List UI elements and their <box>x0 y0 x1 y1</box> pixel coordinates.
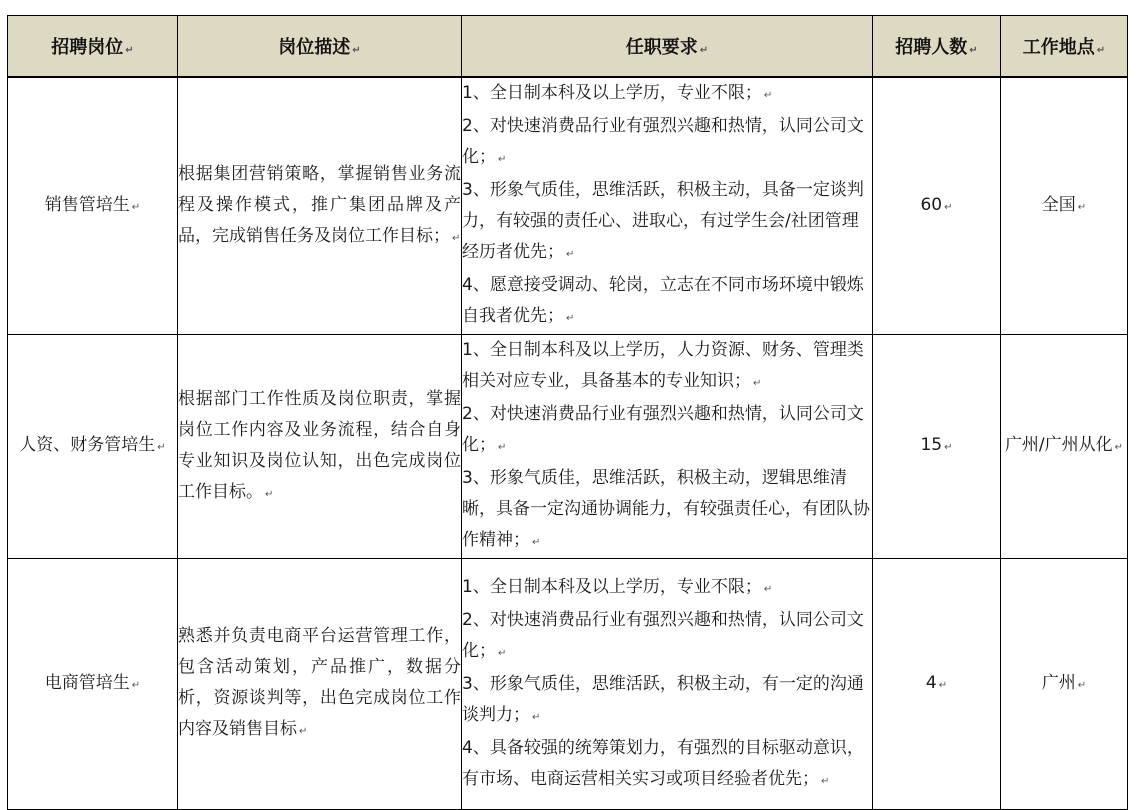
description-cell: 根据集团营销策略，掌握销售业务流程及操作模式，推广集团品牌及产品，完成销售任务及岗位工作目标； ↵ <box>178 77 462 335</box>
table-row <box>8 77 1128 335</box>
description-cell: 熟悉并负责电商平台运营管理工作，包含活动策划，产品推广，数据分析，资源谈判等，出色完成岗位工作内容及销售目标 ↵ <box>178 559 462 810</box>
position-cell: 人资、财务管培生 ↵ <box>8 335 178 559</box>
requirement-item: 1、全日制本科及以上学历，专业不限； ↵ <box>462 83 773 103</box>
description-cell: 根据部门工作性质及岗位职责，掌握岗位工作内容及业务流程，结合自身专业知识及岗位认知，出色完成岗位工作目标。 ↵ <box>178 335 462 559</box>
count-cell: 60 ↵ <box>873 77 1001 335</box>
location-cell: 广州 ↵ <box>1001 559 1128 810</box>
location-cell: 全国 ↵ <box>1001 77 1128 335</box>
requirement-item: 2、对快速消费品行业有强烈兴趣和热情，认同公司文化； ↵ <box>462 404 864 455</box>
header-position: 招聘岗位 ↵ <box>8 16 178 78</box>
table-row <box>8 559 1128 810</box>
requirement-item: 3、形象气质佳，思维活跃，积极主动，具备一定谈判力，有较强的责任心、进取心，有过学生会/社团管理经历者优先； ↵ <box>462 180 864 262</box>
count-cell: 4 ↵ <box>873 559 1001 810</box>
header-count: 招聘人数 ↵ <box>873 16 1001 78</box>
requirement-item: 4、具备较强的统筹策划力，有强烈的目标驱动意识，有市场、电商运营相关实习或项目经验者优先； ↵ <box>462 737 864 789</box>
requirement-item: 4、愿意接受调动、轮岗，立志在不同市场环境中锻炼自我者优先； ↵ <box>462 275 864 326</box>
header-location: 工作地点 ↵ <box>1001 16 1128 78</box>
position-cell: 电商管培生 ↵ <box>8 559 178 810</box>
requirement-item: 2、对快速消费品行业有强烈兴趣和热情，认同公司文化； ↵ <box>462 116 864 167</box>
header-description: 岗位描述 ↵ <box>178 16 462 78</box>
requirement-item: 3、形象气质佳，思维活跃，积极主动，有一定的沟通谈判力； ↵ <box>462 673 864 725</box>
count-cell: 15 ↵ <box>873 335 1001 559</box>
location-cell: 广州/广州从化 ↵ <box>1001 335 1128 559</box>
requirements-cell <box>462 335 873 559</box>
requirements-cell <box>462 77 873 335</box>
position-cell: 销售管培生 ↵ <box>8 77 178 335</box>
requirement-item: 2、对快速消费品行业有强烈兴趣和热情，认同公司文化； ↵ <box>462 609 864 661</box>
header-row <box>8 16 1128 78</box>
recruitment-table <box>7 15 1128 810</box>
table-row <box>8 335 1128 559</box>
requirement-item: 3、形象气质佳，思维活跃，积极主动，逻辑思维清晰，具备一定沟通协调能力，有较强责任心，有团队协作精神； ↵ <box>462 468 870 550</box>
requirement-item: 1、全日制本科及以上学历，人力资源、财务、管理类相关对应专业，具备基本的专业知识； ↵ <box>462 340 864 391</box>
requirement-item: 1、全日制本科及以上学历，专业不限； ↵ <box>462 576 773 597</box>
requirements-cell <box>462 559 873 810</box>
header-requirements: 任职要求 ↵ <box>462 16 873 78</box>
